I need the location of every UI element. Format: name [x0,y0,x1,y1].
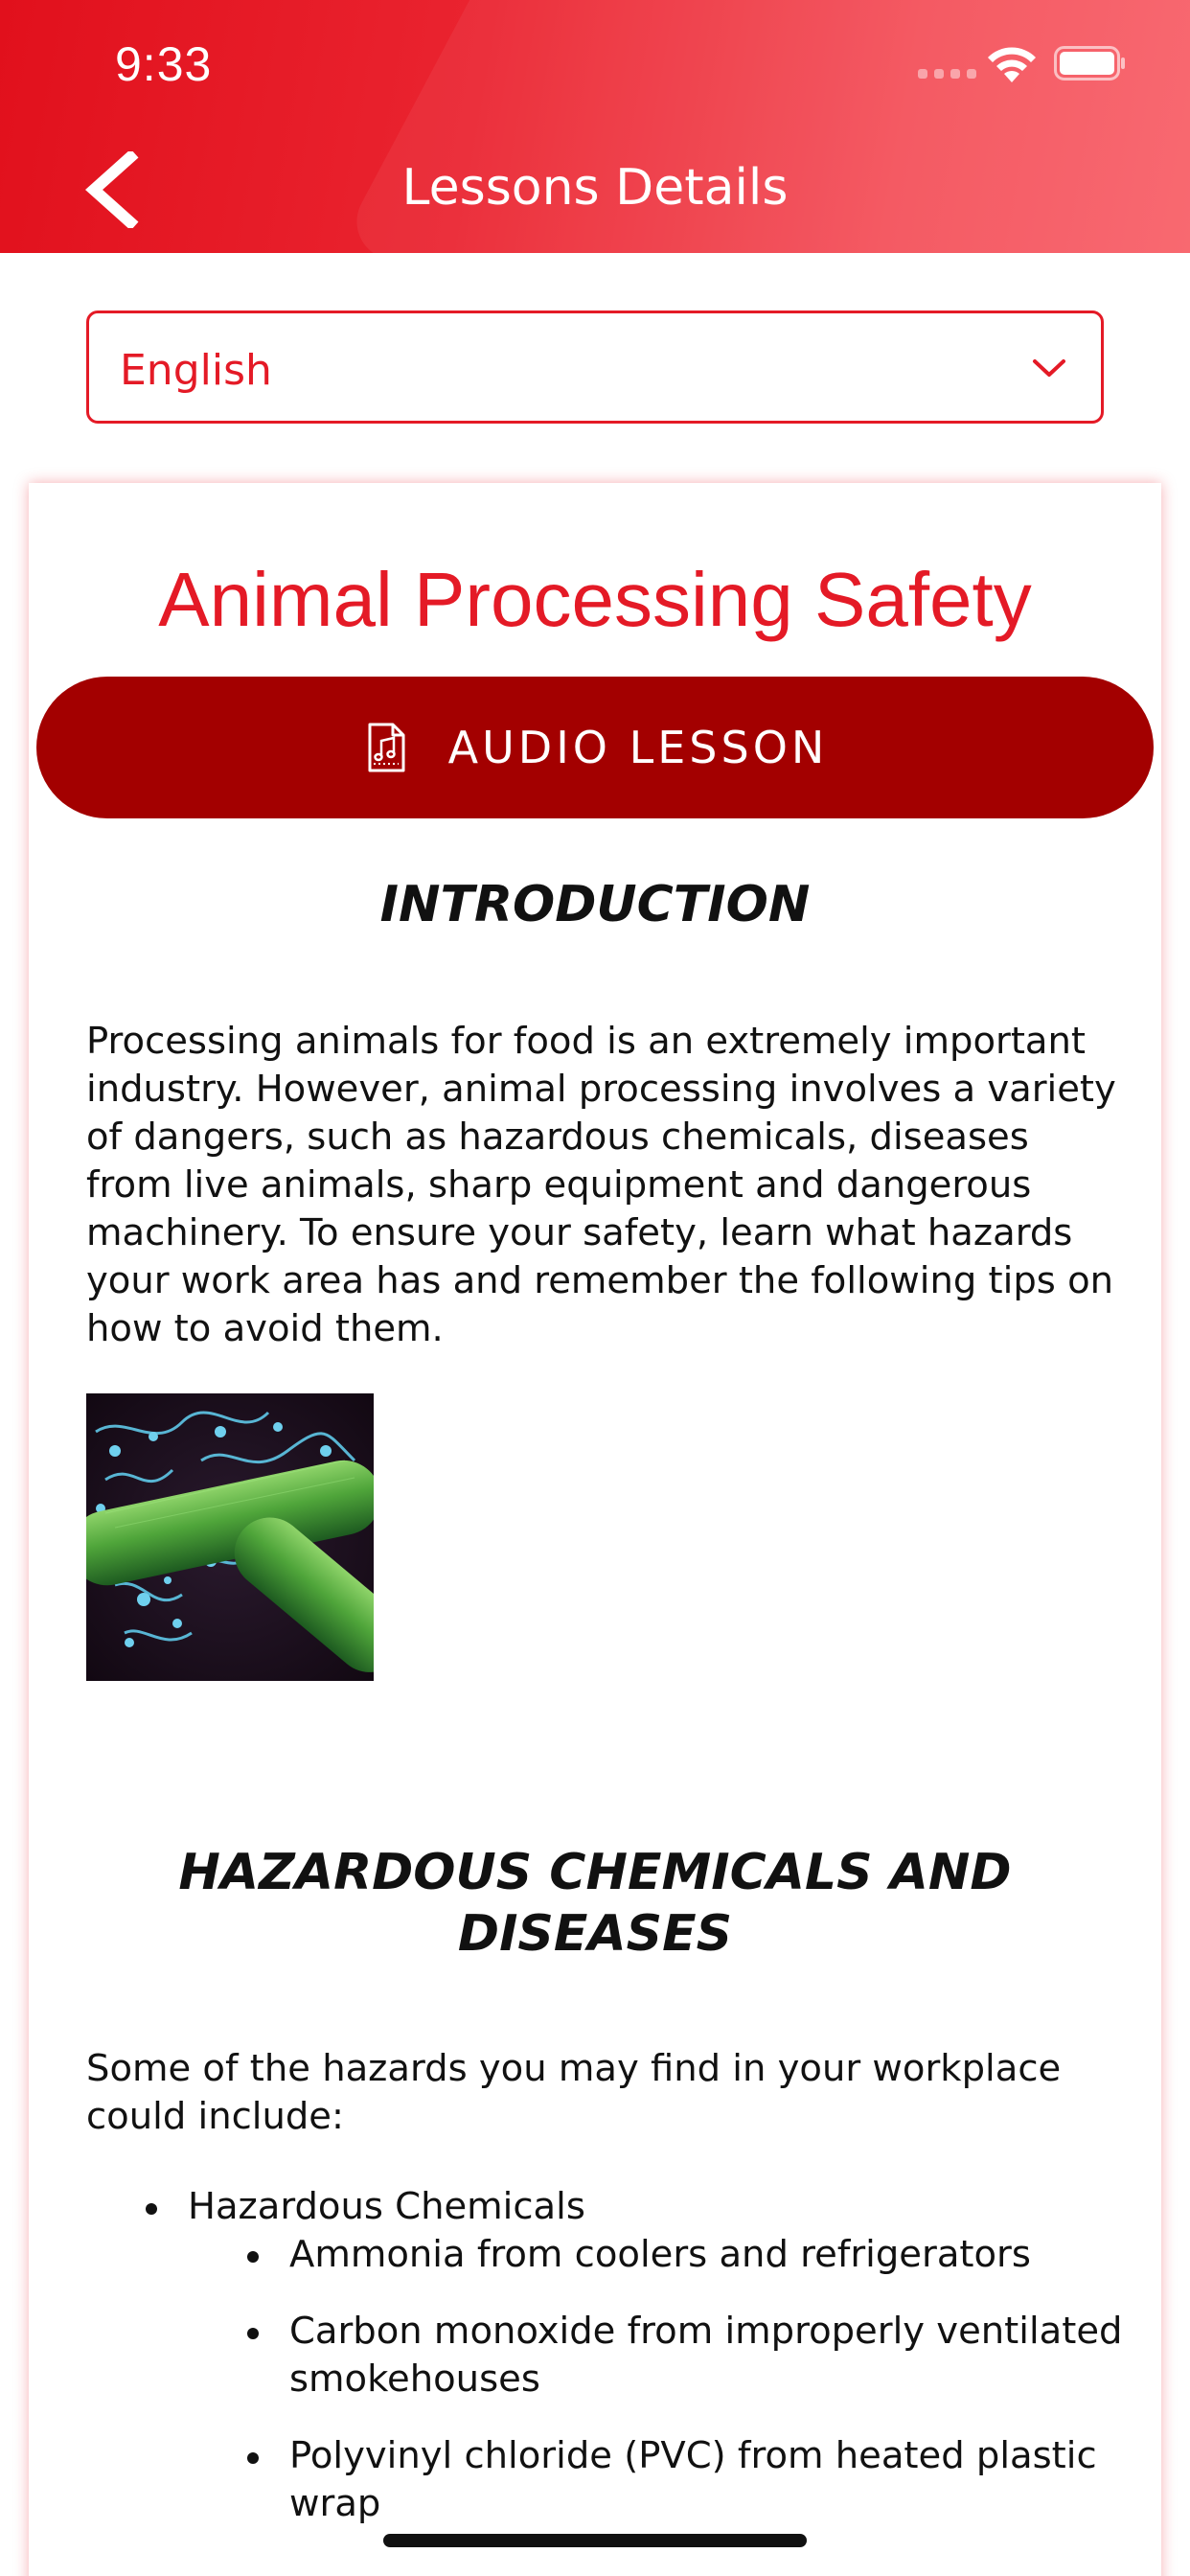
hazards-intro-paragraph: Some of the hazards you may find in your workplace could include: [86,2047,1062,2138]
hazard-sublist [188,2231,1140,2528]
hazard-category-label: Hazardous Chemicals [188,2185,585,2228]
audio-lesson-label: AUDIO LESSON [447,722,829,773]
list-item: Polyvinyl chloride (PVC) from heated plastic wrap [188,2432,1140,2528]
language-select[interactable] [86,310,1104,424]
nav-header [0,0,1190,253]
music-file-icon [362,722,408,773]
lesson-title: Animal Processing Safety [158,557,1032,642]
status-time: 9:33 [115,37,213,91]
audio-lesson-button[interactable] [36,677,1154,818]
language-select-value: English [120,346,272,395]
list-item [86,2183,1140,2528]
introduction-paragraph: Processing animals for food is an extremely important industry. However, animal processing involves a variety of dangers, such as hazardous chemicals, diseases from live animals, sharp equipment and dangerous machinery. To ensure your safety, learn what hazards your work area has and remember the following tips on how to avoid them. [86,1020,1116,1350]
section-heading-line: HAZARDOUS CHEMICALS AND [178,1844,1012,1901]
page-title: Lessons Details [401,159,789,217]
battery-icon [1054,46,1127,80]
section-heading-introduction: INTRODUCTION [379,876,811,933]
bacteria-image [86,1393,374,1681]
chevron-down-icon [1030,354,1068,382]
section-heading-line: DISEASES [457,1905,733,1963]
cellular-signal-icon [918,69,976,79]
wifi-icon [983,42,1041,84]
list-item: Ammonia from coolers and refrigerators [188,2231,1140,2279]
hazards-list [86,2183,1140,2557]
home-indicator[interactable] [383,2534,807,2547]
section-heading-hazardous-chemicals [0,1842,1190,1965]
list-item: Carbon monoxide from improperly ventilated smokehouses [188,2308,1140,2404]
